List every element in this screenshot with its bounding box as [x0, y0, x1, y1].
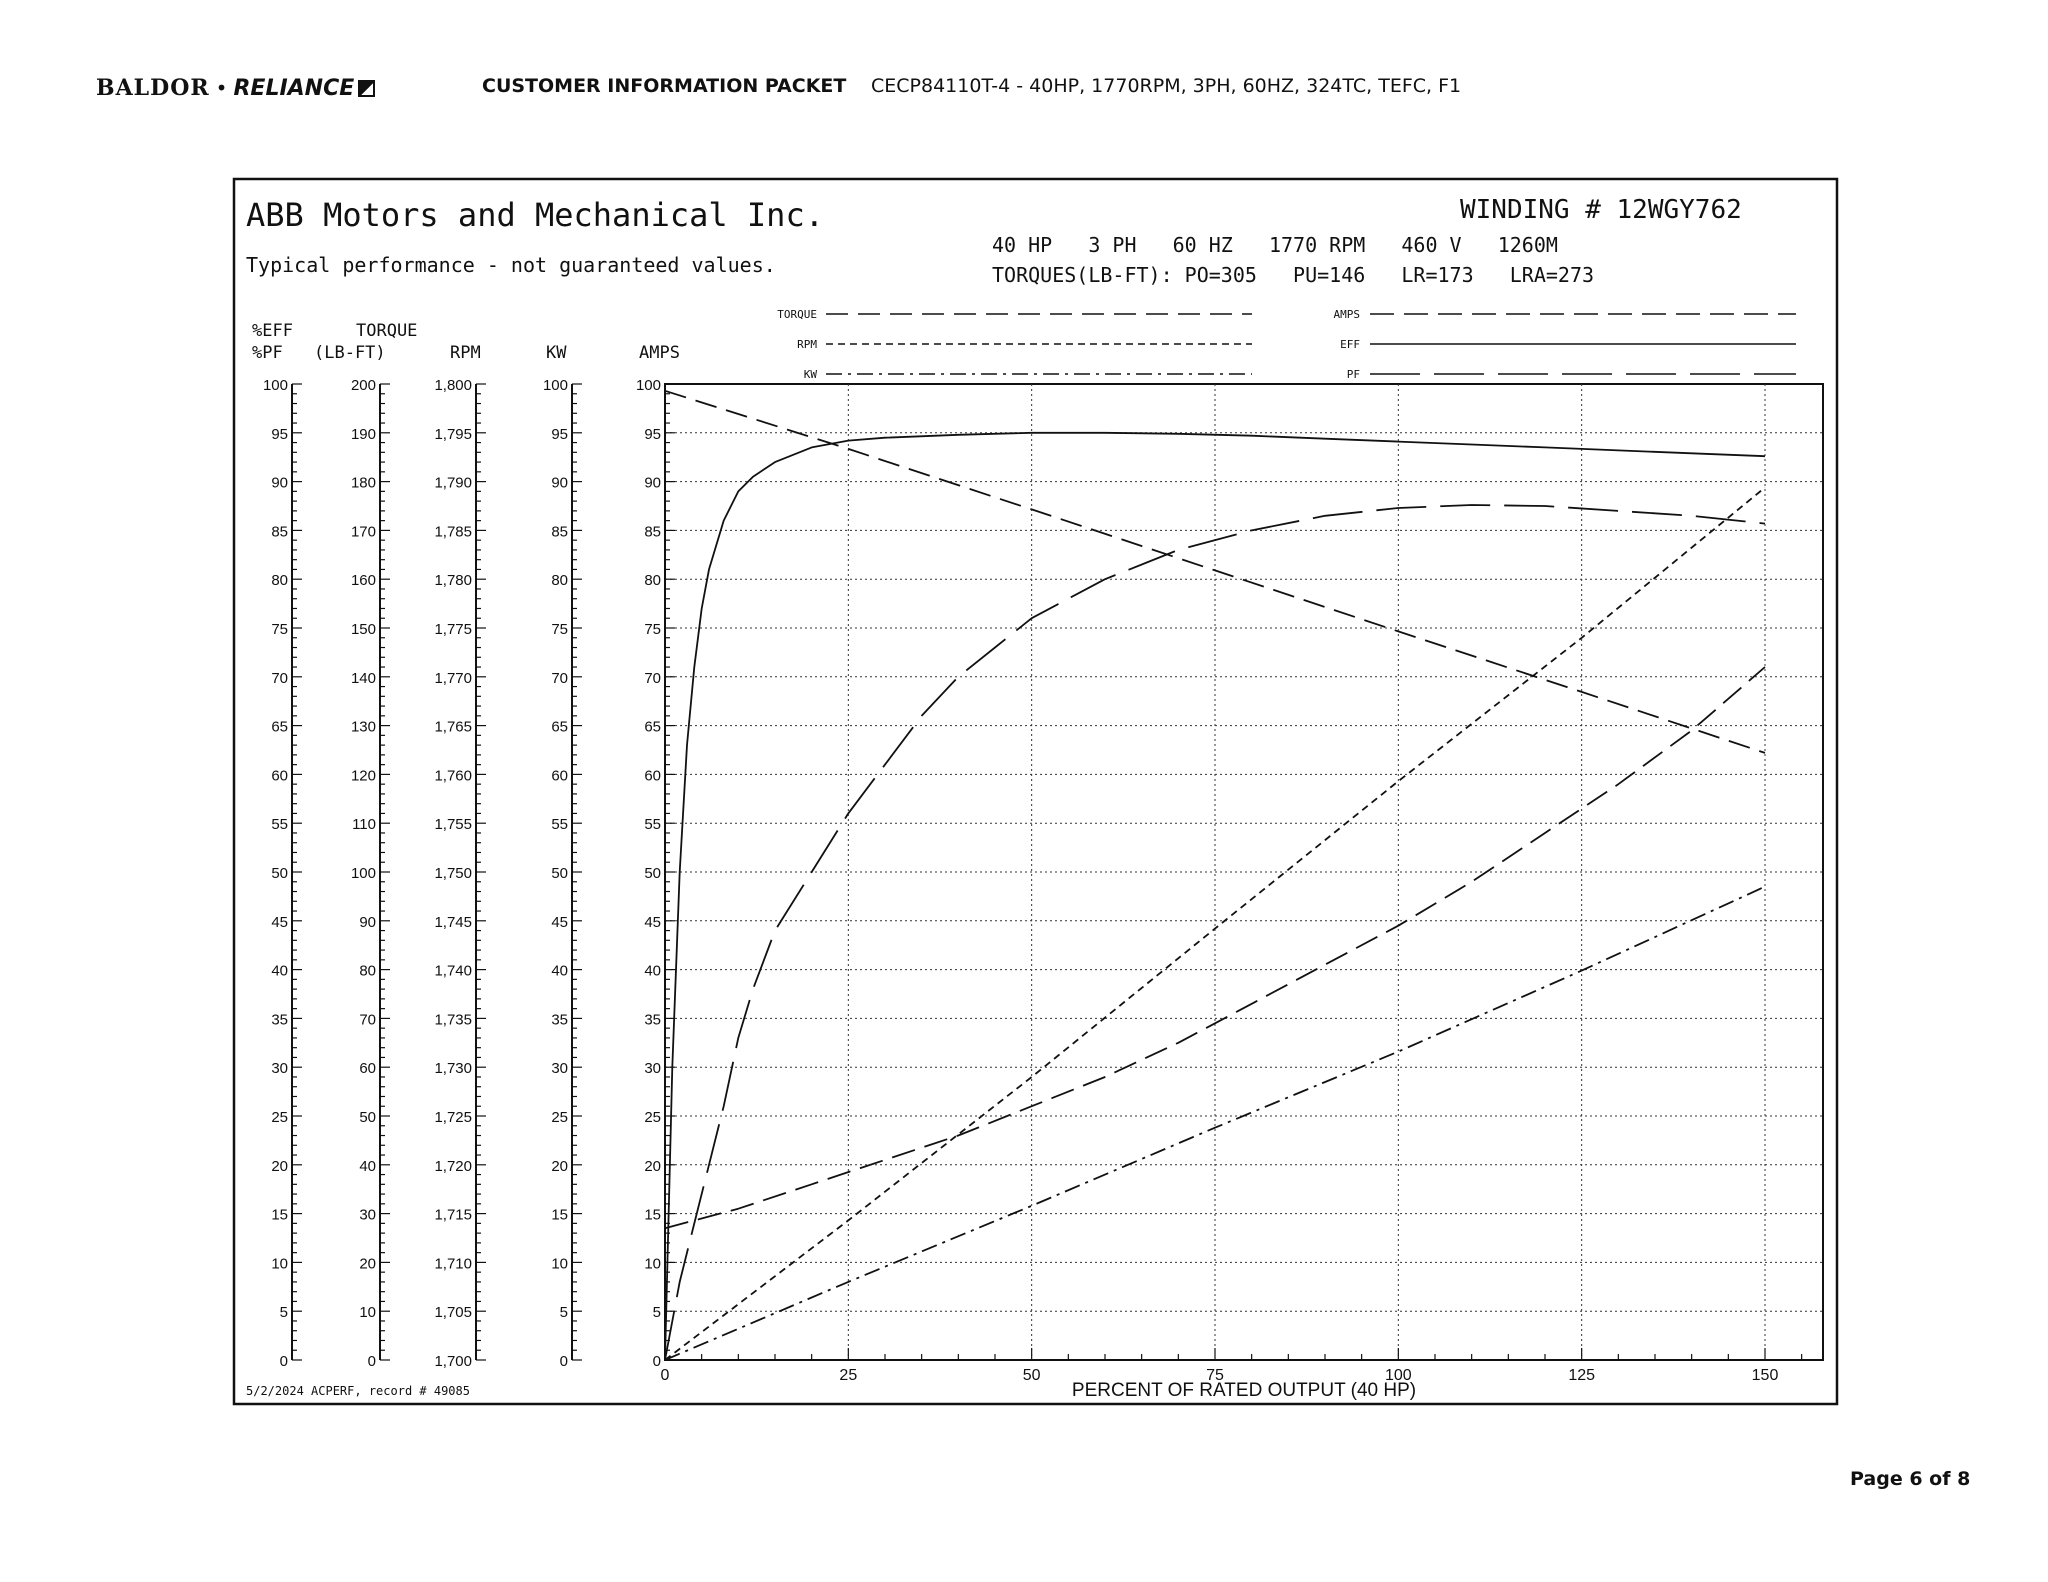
- y-tick-label: 55: [551, 816, 568, 834]
- model-line: CECP84110T-4 - 40HP, 1770RPM, 3PH, 60HZ, 324TC, TEFC, F1: [871, 75, 1462, 97]
- y-tick-label: 100: [350, 865, 376, 882]
- y-tick-label: 15: [271, 1206, 288, 1224]
- y-tick-label: 1,760: [434, 767, 472, 785]
- y-tick-label: 0: [367, 1353, 376, 1370]
- y-tick-label: 65: [644, 718, 661, 736]
- brand-right: RELIANCE: [233, 75, 355, 101]
- y-tick-label: 1,775: [434, 621, 472, 638]
- packet-title: CUSTOMER INFORMATION PACKET: [482, 75, 847, 97]
- plot-area: [665, 384, 1823, 1360]
- y-axis-header: KW: [546, 343, 567, 363]
- x-tick-label: 100: [1384, 1367, 1412, 1384]
- rating-line: 40 HP 3 PH 60 HZ 1770 RPM 460 V 1260M: [992, 233, 1558, 257]
- y-tick-label: 1,740: [434, 962, 472, 980]
- y-tick-label: 20: [271, 1157, 288, 1175]
- y-tick-label: 1,730: [434, 1060, 472, 1078]
- x-axis: [661, 1348, 1802, 1384]
- page-number: Page 6 of 8: [1850, 1468, 1971, 1490]
- x-tick-label: 75: [1206, 1367, 1224, 1384]
- y-tick-label: 10: [271, 1255, 288, 1273]
- y-axis-header: %PF: [252, 343, 283, 363]
- y-tick-label: 1,710: [434, 1255, 472, 1273]
- y-tick-label: 5: [652, 1304, 661, 1322]
- y-tick-label: 35: [271, 1011, 288, 1029]
- y-tick-label: 70: [644, 669, 661, 687]
- y-axis-header: TORQUE: [356, 321, 418, 341]
- y-tick-label: 180: [350, 474, 376, 492]
- y-tick-label: 1,700: [434, 1353, 472, 1370]
- x-axis-label: PERCENT OF RATED OUTPUT (40 HP): [1071, 1380, 1417, 1401]
- legend-label: KW: [803, 368, 817, 381]
- y-tick-label: 80: [359, 962, 376, 980]
- y-tick-label: 25: [271, 1109, 288, 1126]
- y-axis-header: %EFF: [252, 321, 293, 341]
- y-tick-label: 1,745: [434, 913, 472, 931]
- chart-subtitle: Typical performance - not guaranteed values.: [246, 253, 776, 277]
- y-tick-label: 85: [271, 523, 288, 541]
- y-tick-label: 5: [559, 1304, 568, 1322]
- y-tick-label: 5: [279, 1304, 288, 1322]
- y-tick-label: 60: [271, 767, 288, 785]
- y-tick-label: 60: [644, 767, 661, 785]
- y-axes: [252, 321, 680, 1370]
- y-tick-label: 90: [551, 474, 568, 492]
- y-tick-label: 65: [271, 718, 288, 736]
- y-tick-label: 160: [350, 572, 376, 590]
- y-tick-label: 75: [644, 621, 661, 638]
- y-tick-label: 60: [551, 767, 568, 785]
- y-tick-label: 30: [551, 1060, 568, 1078]
- y-axis-header: AMPS: [639, 343, 680, 363]
- y-tick-label: 50: [359, 1109, 376, 1126]
- y-tick-label: 50: [551, 865, 568, 882]
- y-tick-label: 1,770: [434, 669, 472, 687]
- y-tick-label: 190: [350, 425, 376, 443]
- y-tick-label: 35: [551, 1011, 568, 1029]
- y-tick-label: 25: [551, 1109, 568, 1126]
- y-axis-header: RPM: [450, 343, 481, 363]
- y-axis-header: (LB-FT): [314, 343, 386, 363]
- y-tick-label: 40: [271, 962, 288, 980]
- y-tick-label: 1,715: [434, 1206, 472, 1224]
- y-tick-label: 1,725: [434, 1109, 472, 1126]
- y-tick-label: 90: [644, 474, 661, 492]
- y-tick-label: 100: [542, 377, 568, 394]
- y-tick-label: 1,765: [434, 718, 472, 736]
- chart-grid: [665, 384, 1823, 1360]
- y-tick-label: 65: [551, 718, 568, 736]
- y-tick-label: 75: [551, 621, 568, 638]
- y-tick-label: 200: [350, 377, 376, 394]
- chart-title: ABB Motors and Mechanical Inc.: [246, 196, 824, 234]
- y-tick-label: 70: [551, 669, 568, 687]
- legend-label: TORQUE: [777, 308, 817, 321]
- y-tick-label: 1,735: [434, 1011, 472, 1029]
- y-tick-label: 25: [644, 1109, 661, 1126]
- legend-label: RPM: [797, 338, 817, 351]
- y-tick-label: 95: [551, 425, 568, 443]
- series-kw-line: [665, 887, 1765, 1360]
- y-tick-label: 90: [359, 913, 376, 931]
- y-tick-label: 45: [551, 913, 568, 931]
- y-tick-label: 10: [551, 1255, 568, 1273]
- y-tick-label: 110: [352, 816, 376, 834]
- y-tick-label: 1,780: [434, 572, 472, 590]
- y-tick-label: 70: [359, 1011, 376, 1029]
- y-tick-label: 80: [271, 572, 288, 590]
- y-tick-label: 130: [350, 718, 376, 736]
- y-tick-label: 30: [359, 1206, 376, 1224]
- y-tick-label: 45: [644, 913, 661, 931]
- x-tick-label: 125: [1568, 1367, 1596, 1384]
- y-tick-label: 75: [271, 621, 288, 638]
- y-tick-label: 40: [359, 1157, 376, 1175]
- y-tick-label: 30: [644, 1060, 661, 1078]
- y-tick-label: 100: [635, 377, 661, 394]
- y-tick-label: 15: [644, 1206, 661, 1224]
- series-pf-line: [665, 505, 1765, 1360]
- x-tick-label: 50: [1022, 1367, 1041, 1384]
- y-tick-label: 60: [359, 1060, 376, 1078]
- y-tick-label: 55: [271, 816, 288, 834]
- y-tick-label: 35: [644, 1011, 661, 1029]
- y-tick-label: 1,790: [434, 474, 472, 492]
- y-tick-label: 1,755: [434, 816, 472, 834]
- y-tick-label: 1,795: [434, 425, 472, 443]
- y-tick-label: 20: [644, 1157, 661, 1175]
- y-tick-label: 1,800: [434, 377, 472, 394]
- winding-label: WINDING # 12WGY762: [1460, 195, 1742, 225]
- y-tick-label: 90: [271, 474, 288, 492]
- y-tick-label: 140: [350, 669, 376, 687]
- legend-label: PF: [1346, 368, 1360, 381]
- y-tick-label: 80: [551, 572, 568, 590]
- x-tick-label: 0: [660, 1367, 670, 1384]
- y-tick-label: 170: [350, 523, 376, 541]
- y-tick-label: 50: [644, 865, 661, 882]
- legend-label: AMPS: [1333, 308, 1360, 321]
- y-tick-label: 40: [551, 962, 568, 980]
- y-tick-label: 85: [644, 523, 661, 541]
- y-tick-label: 0: [559, 1353, 568, 1370]
- y-tick-label: 55: [644, 816, 661, 834]
- record-note: 5/2/2024 ACPERF, record # 49085: [246, 1384, 470, 1398]
- y-tick-label: 45: [271, 913, 288, 931]
- y-tick-label: 50: [271, 865, 288, 882]
- y-tick-label: 20: [551, 1157, 568, 1175]
- y-tick-label: 95: [644, 425, 661, 443]
- y-tick-label: 100: [262, 377, 288, 394]
- y-tick-label: 85: [551, 523, 568, 541]
- brand-dot: •: [215, 76, 228, 100]
- y-tick-label: 1,705: [434, 1304, 472, 1322]
- y-tick-label: 10: [359, 1304, 376, 1322]
- y-tick-label: 15: [551, 1206, 568, 1224]
- y-tick-label: 1,750: [434, 865, 472, 882]
- legend-label: EFF: [1340, 338, 1360, 351]
- y-tick-label: 1,720: [434, 1157, 472, 1175]
- y-tick-label: 120: [350, 767, 376, 785]
- y-tick-label: 80: [644, 572, 661, 590]
- y-tick-label: 0: [652, 1353, 661, 1370]
- y-tick-label: 150: [350, 621, 376, 638]
- y-tick-label: 40: [644, 962, 661, 980]
- torque-line: TORQUES(LB-FT): PO=305 PU=146 LR=173 LRA=273: [992, 263, 1595, 287]
- y-tick-label: 70: [271, 669, 288, 687]
- x-tick-label: 150: [1751, 1367, 1779, 1384]
- legend: [777, 308, 1796, 381]
- y-tick-label: 30: [271, 1060, 288, 1078]
- y-tick-label: 1,785: [434, 523, 472, 541]
- y-tick-label: 10: [644, 1255, 661, 1273]
- y-tick-label: 20: [359, 1255, 376, 1273]
- brand-left: BALDOR: [96, 75, 210, 101]
- y-tick-label: 95: [271, 425, 288, 443]
- y-tick-label: 0: [279, 1353, 288, 1370]
- x-tick-label: 25: [839, 1367, 858, 1384]
